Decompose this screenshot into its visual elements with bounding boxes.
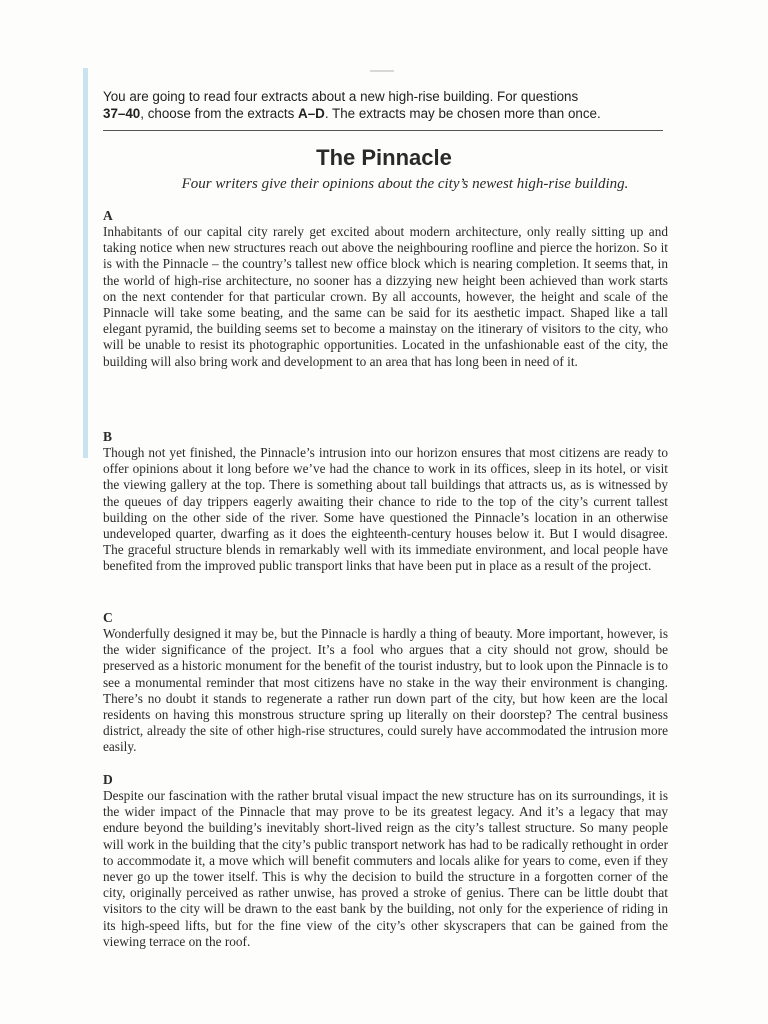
- extract-text: Despite our fascination with the rather brutal visual impact the new structure has on its surroundings, it is the wider impact of the Pinnacle that may prove to be its greatest legacy. And it’s a legacy that may endure beyond the building’s inevitably short-lived reign as the city’s tallest structure. So many people will work in the building that the city’s public transport network has had to be radically rethought in order to accommodate it, a move which will benefit commuters and locals alike for years to come, even if they never go up the tower itself. This is why the decision to build the structure in a forgotten corner of the city, originally perceived as rather unwise, has proved a stroke of genius. There can be little doubt that visitors to the city will be drawn to the east bank by the building, not only for the experience of riding in its high-speed lifts, but for the fine view of the city’s other skyscrapers that can be gained from the viewing terrace on the roof.: [103, 788, 668, 949]
- extract-letter: B: [103, 429, 113, 444]
- horizontal-rule: [103, 130, 663, 131]
- extract-text: Though not yet finished, the Pinnacle’s intrusion into our horizon ensures that most citizens are ready to offer opinions about it long before we’ve had the chance to work in its offices, sleep in its hotel, or visit the viewing gallery at the top. There is something about tall buildings that attracts us, as is witnessed by the queues of day trippers eagerly awaiting their chance to ride to the top of the city’s current tallest building on the other side of the river. Some have questioned the Pinnacle’s location in an otherwise undeveloped quarter, dwarfing as it does the eighteenth-century houses below it. But I would disagree. The graceful structure blends in remarkably well with its immediate environment, and local people have benefited from the improved public transport links that have been put in place as a result of the project.: [103, 445, 668, 574]
- instructions-text-2: , choose from the extracts: [140, 106, 299, 121]
- article-title: The Pinnacle: [316, 145, 452, 170]
- extract-letter: C: [103, 610, 113, 625]
- extract-d: [103, 772, 668, 950]
- extract-c: [103, 610, 668, 756]
- question-range: 37–40: [103, 106, 141, 121]
- extract-a: [103, 208, 668, 370]
- extract-text: Inhabitants of our capital city rarely get excited about modern architecture, only really sitting up and taking notice when new structures reach out above the neighbouring roofline and pierce the horizon. So it is with the Pinnacle – the country’s tallest new office block which is nearing completion. It seems that, in the world of high-rise architecture, no sooner has a dizzying new height been achieved than work starts on the next contender for that particular crown. By all accounts, however, the height and scale of the Pinnacle will take some beating, and the same can be said for its aesthetic impact. Shaped like a tall elegant pyramid, the building seems set to become a mainstay on the itinerary of visitors to the city, who will be unable to resist its photographic opportunities. Located in the unfashionable east of the city, the building will also bring work and development to an area that has long been in need of it.: [103, 224, 668, 369]
- task-instructions: [103, 88, 663, 122]
- article-subtitle: Four writers give their opinions about the city’s newest high-rise building.: [181, 176, 629, 192]
- extract-b: [103, 429, 668, 575]
- extract-letter: D: [103, 772, 113, 787]
- instructions-text-3: . The extracts may be chosen more than once.: [324, 106, 601, 121]
- extract-letter: A: [103, 208, 113, 223]
- margin-highlight-strip: [83, 68, 88, 458]
- extract-text: Wonderfully designed it may be, but the Pinnacle is hardly a thing of beauty. More important, however, is the wider significance of the project. It’s a fool who argues that a city should not grow, should be preserved as a historic monument for the benefit of the tourist industry, but to look upon the Pinnacle is to see a monumental reminder that most citizens have no stake in the way their environment is changing. There’s no doubt it stands to regenerate a rather run down part of the city, but how keen are the local residents on having this monstrous structure spring up literally on their doorstep? The central business district, already the site of other high-rise structures, could surely have accommodated the intrusion more easily.: [103, 626, 668, 755]
- extracts-range: A–D: [298, 106, 325, 121]
- instructions-text-1: You are going to read four extracts about a new high-rise building. For questions: [103, 89, 579, 104]
- scan-mark: [370, 70, 394, 72]
